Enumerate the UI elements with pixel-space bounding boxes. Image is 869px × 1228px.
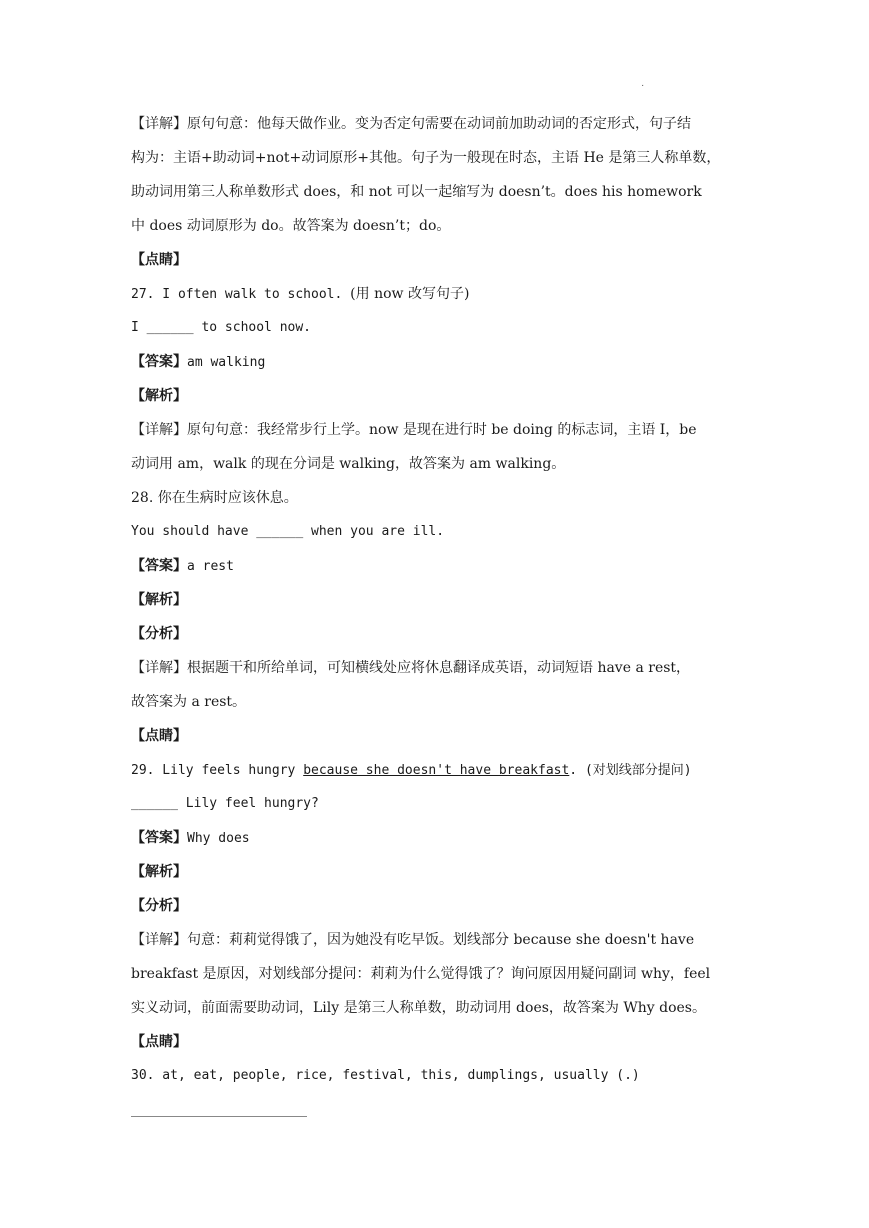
answer-value: am walking (187, 355, 266, 370)
answer-27 (131, 345, 741, 379)
answer-28 (131, 549, 741, 583)
answer-label: 【答案】 (131, 830, 187, 846)
document-body (131, 107, 741, 1093)
explanation-line: 【详解】根据题干和所给单词，可知横线处应将休息翻译成英语，动词短语 have a rest， (131, 660, 691, 676)
question-28: 28. 你在生病时应该休息。 (131, 490, 298, 506)
explanation-line: 【详解】原句句意：我经常步行上学。now 是现在进行时 be doing 的标志词，主语 I，be (131, 422, 697, 438)
explanation-line: 实义动词，前面需要助动词，Lily 是第三人称单数，助动词用 does，故答案为 Why does。 (131, 1000, 706, 1016)
question-29-blank: ______ Lily feel hungry? (131, 796, 319, 811)
answer-value: Why does (187, 831, 250, 846)
explanation-line: 构为：主语+助动词+not+动词原形+其他。句子为一般现在时态，主语 He 是第三人称单数， (131, 150, 721, 166)
section-heading-breakdown: 【分析】 (131, 626, 187, 642)
section-heading-analysis: 【解析】 (131, 388, 187, 404)
explanation-line: breakfast 是原因，对划线部分提问：莉莉为什么觉得饿了？询问原因用疑问副词 why，feel (131, 966, 711, 982)
section-heading-comment: 【点睛】 (131, 252, 187, 268)
question-30: 30. at, eat, people, rice, festival, this, dumplings, usually (.) (131, 1068, 640, 1083)
section-heading-analysis: 【解析】 (131, 592, 187, 608)
explanation-line: 【详解】句意：莉莉觉得饿了，因为她没有吃早饭。划线部分 because she doesn't have (131, 932, 695, 948)
question-27 (131, 277, 741, 311)
question-29 (131, 753, 741, 787)
question-29-text: 29. Lily feels hungry (131, 763, 304, 778)
section-heading-comment: 【点睛】 (131, 1034, 187, 1050)
section-heading-breakdown: 【分析】 (131, 898, 187, 914)
question-27-instruction: (用 now 改写句子) (350, 286, 470, 302)
answer-label: 【答案】 (131, 558, 187, 574)
section-heading-analysis: 【解析】 (131, 864, 187, 880)
answer-value: a rest (187, 559, 234, 574)
answer-blank-line (131, 1116, 307, 1117)
page-mark: · (641, 80, 645, 91)
explanation-line: 故答案为 a rest。 (131, 694, 247, 710)
section-heading-comment: 【点睛】 (131, 728, 187, 744)
question-27-text: 27. I often walk to school. (131, 287, 351, 302)
explanation-line: 动词用 am，walk 的现在分词是 walking，故答案为 am walking。 (131, 456, 566, 472)
answer-29 (131, 821, 741, 855)
question-27-blank: I ______ to school now. (131, 320, 312, 335)
question-29-underlined-part: because she doesn't have breakfast (303, 763, 570, 778)
explanation-line: 中 does 动词原形为 do。故答案为 doesn’t；do。 (131, 218, 451, 234)
answer-label: 【答案】 (131, 354, 187, 370)
question-28-blank: You should have ______ when you are ill. (131, 524, 445, 539)
explanation-line: 助动词用第三人称单数形式 does，和 not 可以一起缩写为 doesn’t。does his homework (131, 184, 702, 200)
explanation-line: 【详解】原句句意：他每天做作业。变为否定句需要在动词前加助动词的否定形式，句子结 (131, 116, 691, 132)
question-29-instruction: . (对划线部分提问) (569, 763, 692, 778)
